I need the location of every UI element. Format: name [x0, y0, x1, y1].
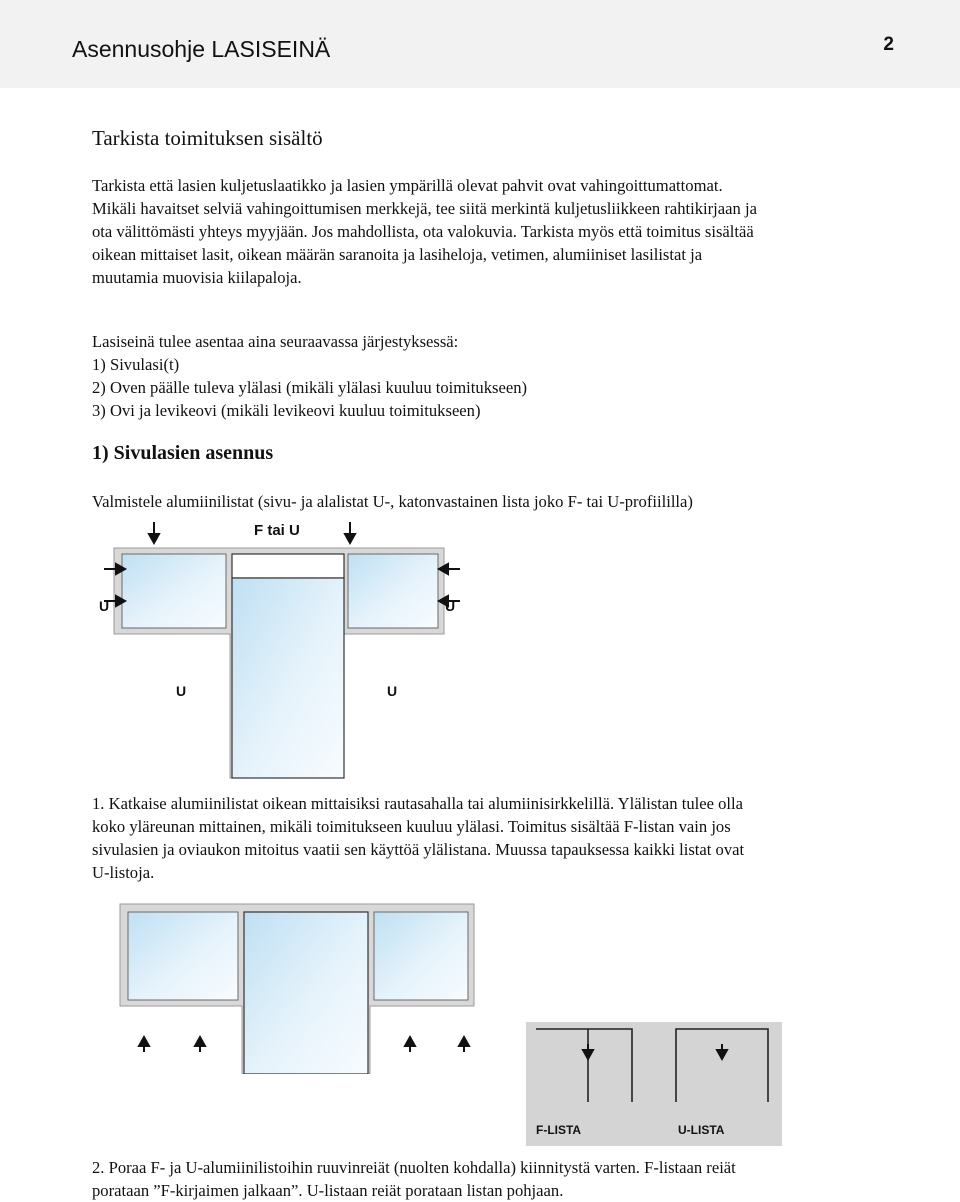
label-bottom-left-profile: U [176, 683, 187, 699]
paragraph-line: ota välittömästi yhteys myyjään. Jos mahdollista, ota valokuvia. Tarkista myös että toimitus sisältää [92, 222, 754, 241]
step-line: sivulasien ja oviaukon mitoitus vaatii sen käyttöä ylälistana. Muussa tapauksessa kaikki listat ovat [92, 840, 745, 859]
document-title: Asennusohje LASISEINÄ [72, 36, 331, 62]
side-glass-left [128, 912, 238, 1000]
order-item: 2) Oven päälle tuleva ylälasi (mikäli ylälasi kuuluu toimitukseen) [92, 378, 528, 397]
step-line: 1. Katkaise alumiinilistat oikean mittaisiksi rautasahalla tai alumiinisirkkelillä. Ylälistan tulee olla [92, 794, 743, 813]
door-glass [244, 912, 368, 1074]
step-line: 2. Poraa F- ja U-alumiinilistoihin ruuvinreiät (nuolten kohdalla) kiinnitystä varten. F-listaan reiät [92, 1158, 736, 1177]
label-f-profile: F-LISTA [536, 1123, 582, 1137]
page-header [0, 0, 960, 88]
section-heading-check-delivery: Tarkista toimituksen sisältö [92, 126, 323, 150]
paragraph-line: Tarkista että lasien kuljetuslaatikko ja lasien ympärillä olevat pahvit ovat vahingoittumattomat. [92, 176, 723, 195]
label-bottom-right-profile: U [387, 683, 398, 699]
label-top-profile: F tai U [254, 522, 300, 539]
prepare-profiles-text [92, 490, 882, 513]
page-number: 2 [883, 34, 894, 55]
label-left-profile: U [99, 598, 110, 614]
prepare-profiles-line: Valmistele alumiinilistat (sivu- ja alalistat U-, katonvastainen lista joko F- tai U-profiililla) [92, 492, 693, 511]
arrow-down-icon [149, 522, 355, 543]
step-line: koko yläreunan mittainen, mikäli toimitukseen kuuluu ylälasi. Toimitus sisältää F-listan vain jos [92, 817, 731, 836]
step-1-text [92, 792, 882, 884]
paragraph-line: Mikäli havaitset selviä vahingoittumisen merkkejä, tee siitä merkintä kuljetusliikkeen rahtikirjaan ja [92, 199, 757, 218]
figure-profile-layout [92, 516, 472, 786]
side-glass-left [122, 554, 226, 628]
step-line: porataan ”F-kirjaimen jalkaan”. U-listaan reiät porataan listan pohjaan. [92, 1181, 564, 1200]
step-2-text [92, 1156, 882, 1202]
installation-order [92, 330, 882, 422]
paragraph-line: muutamia muovisia kiilapaloja. [92, 268, 302, 287]
delivery-paragraph [92, 174, 882, 289]
figure-drilling-points [92, 884, 502, 1074]
order-item: 1) Sivulasi(t) [92, 355, 180, 374]
top-glass [232, 554, 344, 578]
label-u-profile: U-LISTA [678, 1123, 725, 1137]
label-right-profile: U [445, 598, 456, 614]
side-glass-right [348, 554, 438, 628]
order-item: 3) Ovi ja levikeovi (mikäli levikeovi kuuluu toimitukseen) [92, 401, 481, 420]
step-line: U-listoja. [92, 863, 155, 882]
figure-profile-types [526, 1022, 782, 1146]
order-intro: Lasiseinä tulee asentaa aina seuraavassa järjestyksessä: [92, 332, 459, 351]
section-heading-side-glass: 1) Sivulasien asennus [92, 442, 274, 464]
side-glass-right [374, 912, 468, 1000]
door-glass [232, 578, 344, 778]
paragraph-line: oikean mittaiset lasit, oikean määrän saranoita ja lasiheloja, vetimen, alumiiniset lasilistat ja [92, 245, 703, 264]
